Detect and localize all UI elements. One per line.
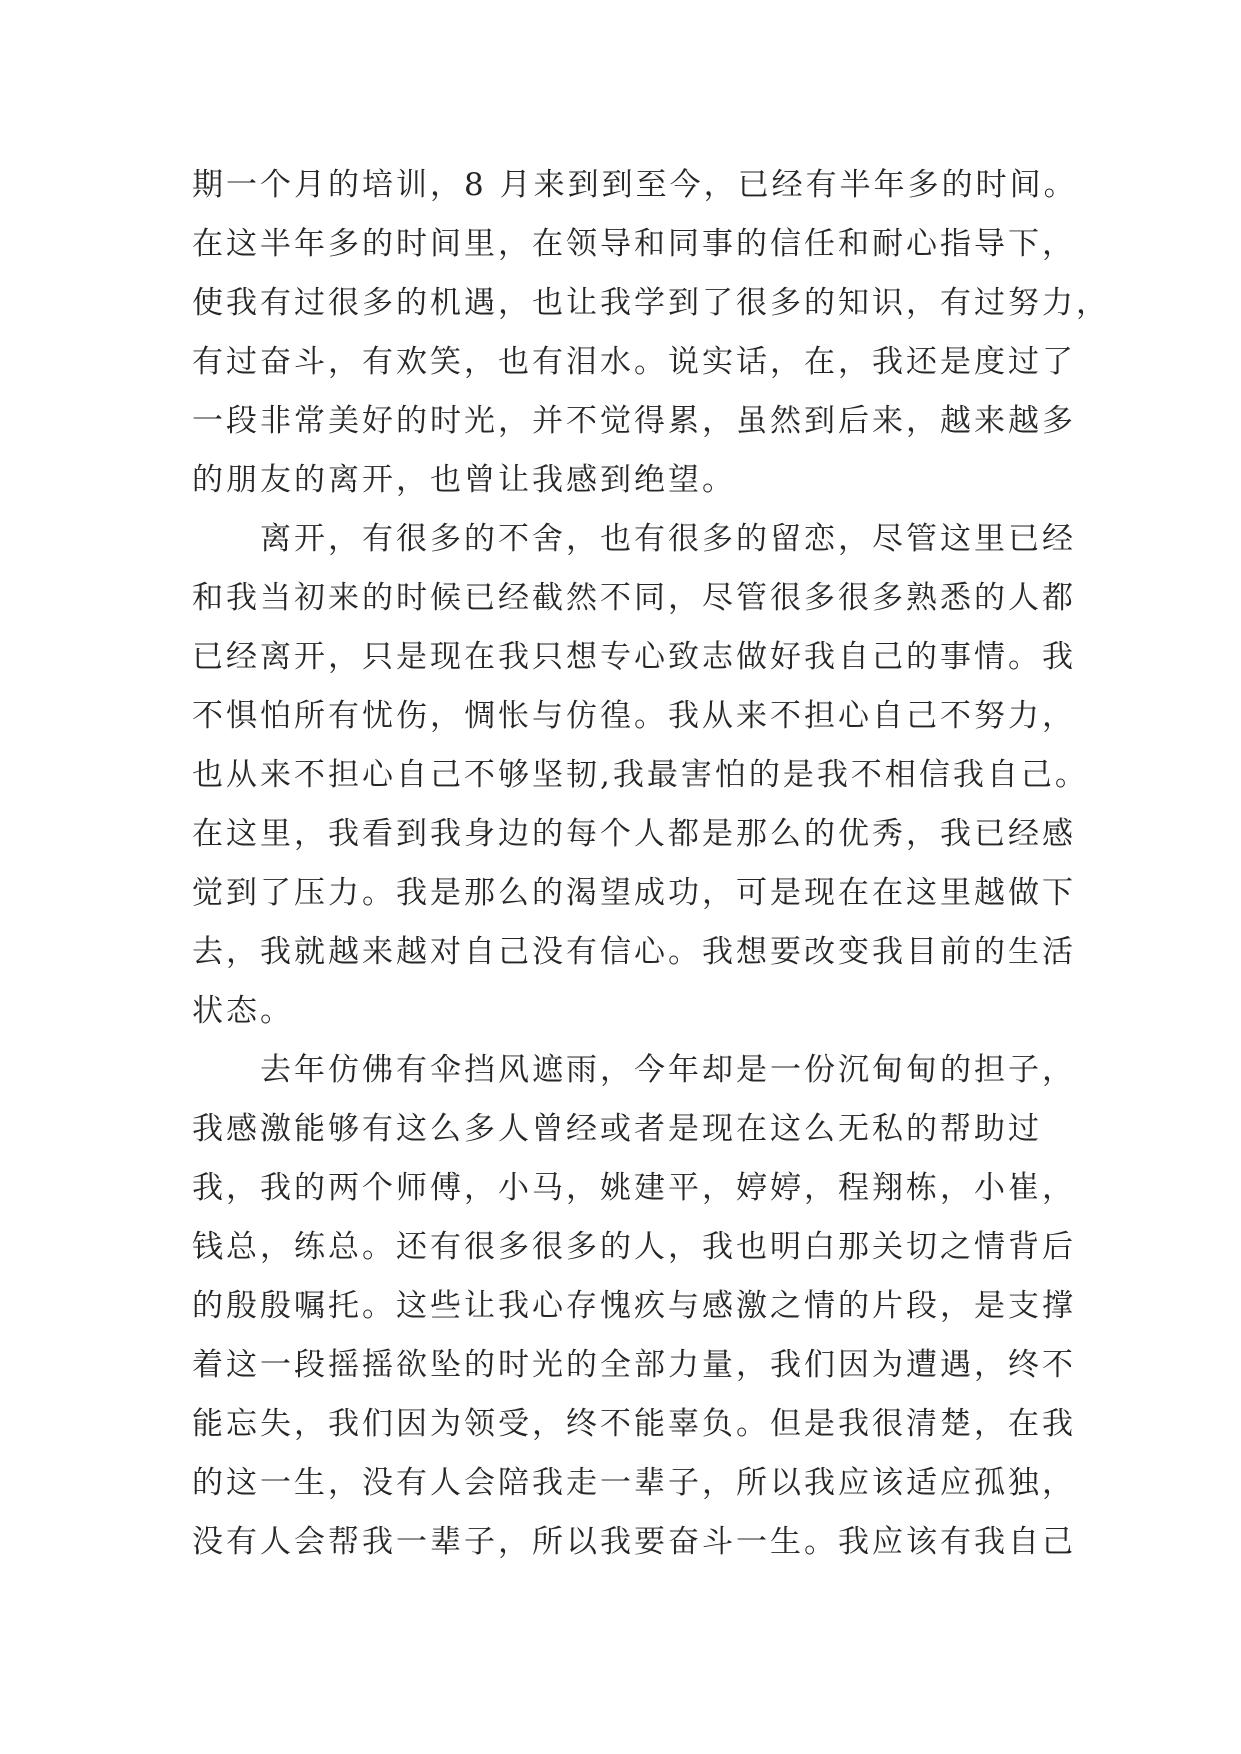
text-line: 钱总，练总。还有很多很多的人，我也明白那关切之情背后	[192, 1229, 1076, 1265]
text-line: 的殷殷嘱托。这些让我心存愧疚与感激之情的片段，是支撑	[192, 1288, 1076, 1324]
text-line: 的这一生，没有人会陪我走一辈子，所以我应该适应孤独，	[192, 1465, 1076, 1501]
paragraph-1	[192, 156, 1110, 510]
text-line: 我感激能够有这么多人曾经或者是现在这么无私的帮助过	[192, 1111, 1042, 1147]
text-line: 去年仿佛有伞挡风遮雨，今年却是一份沉甸甸的担子，	[192, 1052, 1076, 1088]
text-line: 和我当初来的时候已经截然不同，尽管很多很多熟悉的人都	[192, 580, 1076, 616]
text-line: 去，我就越来越对自己没有信心。我想要改变我目前的生活	[192, 934, 1076, 970]
paragraph-2	[192, 510, 1089, 1041]
text-line: 有过奋斗，有欢笑，也有泪水。说实话，在，我还是度过了	[192, 344, 1076, 380]
text-line: 使我有过很多的机遇，也让我学到了很多的知识，有过努力，	[192, 285, 1110, 321]
text-line: 在这半年多的时间里，在领导和同事的信任和耐心指导下，	[192, 226, 1076, 262]
text-line: 着这一段摇摇欲坠的时光的全部力量，我们因为遭遇，终不	[192, 1347, 1076, 1383]
text-line: 觉到了压力。我是那么的渴望成功，可是现在在这里越做下	[192, 875, 1076, 911]
text-line: 不惧怕所有忧伤，惆怅与仿徨。我从来不担心自己不努力，	[192, 698, 1076, 734]
document-body	[192, 156, 1110, 1572]
paragraph-3	[192, 1041, 1076, 1572]
text-line: 一段非常美好的时光，并不觉得累，虽然到后来，越来越多	[192, 403, 1076, 439]
text-line: 没有人会帮我一辈子，所以我要奋斗一生。我应该有我自己	[192, 1524, 1076, 1560]
text-line: 我，我的两个师傅，小马，姚建平，婷婷，程翔栋，小崔，	[192, 1170, 1076, 1206]
text-line: 的朋友的离开，也曾让我感到绝望。	[192, 462, 736, 498]
text-line: 离开，有很多的不舍，也有很多的留恋，尽管这里已经	[192, 521, 1076, 557]
text-line: 已经离开，只是现在我只想专心致志做好我自己的事情。我	[192, 639, 1076, 675]
text-line: 在这里，我看到我身边的每个人都是那么的优秀，我已经感	[192, 816, 1076, 852]
text-line: 状态。	[192, 993, 294, 1029]
text-line: 能忘失，我们因为领受，终不能辜负。但是我很清楚，在我	[192, 1406, 1076, 1442]
text-line: 期一个月的培训，8 月来到到至今，已经有半年多的时间。	[192, 167, 1078, 203]
text-line: 也从来不担心自己不够坚韧,我最害怕的是我不相信我自己。	[192, 757, 1089, 793]
